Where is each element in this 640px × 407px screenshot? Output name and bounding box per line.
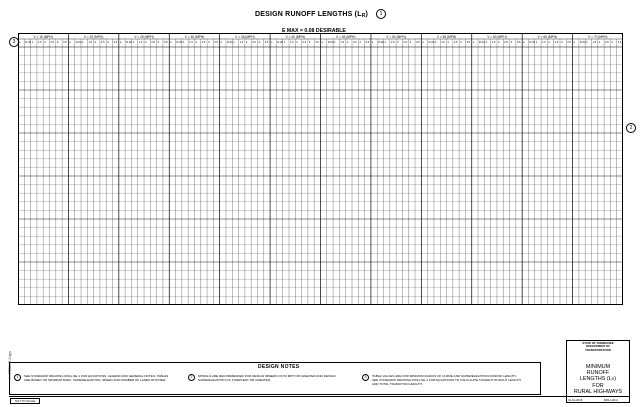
column-header: 1	[434, 41, 437, 44]
state-line-2: DEPARTMENT OF TRANSPORTATION	[585, 344, 611, 352]
column-header: 1.5	[340, 41, 345, 44]
row-callout: 3	[9, 37, 19, 47]
column-header: e	[220, 41, 223, 44]
column-header: 3.5	[163, 41, 168, 44]
speed-section-header: V = 50 (MPH)	[386, 35, 406, 39]
column-header: 1	[586, 41, 588, 44]
drawing-title-2: RUNOFF	[586, 370, 610, 377]
column-header: 3.5	[567, 41, 571, 44]
column-header: 1	[384, 41, 386, 44]
drawing-number: RD11-LR-2	[604, 398, 618, 402]
column-header: 2.5	[504, 41, 508, 44]
column-header: 1.5	[37, 41, 42, 44]
title-main: DESIGN RUNOFF LENGTHS (L	[255, 11, 362, 18]
column-header: 3.5	[416, 41, 420, 44]
title-sub: R	[361, 13, 366, 19]
column-header: 3	[409, 41, 412, 44]
column-header: 1.5	[390, 41, 395, 44]
column-header: 2	[245, 41, 248, 44]
column-header: e	[119, 41, 122, 44]
drawing-title	[568, 364, 628, 395]
column-header: 2.5	[605, 41, 609, 44]
speed-section-header: V = 35 (MPH)	[235, 35, 255, 39]
column-header: 2	[548, 41, 550, 44]
column-header: 2	[195, 41, 197, 44]
column-header: 2.5	[302, 41, 307, 44]
sheet-title	[255, 9, 386, 19]
runoff-table-grid	[18, 33, 623, 305]
column-header: 2.5	[201, 41, 206, 44]
note-text: SEE STANDARD DRAWING RD11-SE-1 FOR EQUATIONS, LEGEND AND GENERAL NOTES. TABLES ARE BASED ON MINIMUM RADII, SUPERELEVATION, SPEED AND NUMBER OF LANES ROTATED.	[24, 374, 169, 383]
speed-section-header: V = 30 (MPH)	[184, 35, 205, 39]
file-path: r:\...\RD11-LR-2.dgn	[8, 351, 12, 380]
column-header: 1	[535, 41, 538, 44]
column-header: 1.5	[491, 41, 496, 44]
note-number: 3	[362, 374, 369, 381]
title-callout: 1	[376, 9, 386, 19]
column-header: 2	[598, 41, 601, 44]
column-header: e	[371, 41, 374, 44]
scale-label: NOT TO SCALE	[10, 398, 40, 404]
column-header: 1.5	[289, 41, 294, 44]
column-header: 3	[460, 41, 462, 44]
column-header: 1	[233, 41, 235, 44]
column-header: 2.5	[453, 41, 458, 44]
column-header: R (ft)	[25, 41, 32, 44]
column-header: 2	[447, 41, 449, 44]
column-header: e	[422, 41, 424, 44]
column-header: 1	[334, 41, 336, 44]
column-header: R (ft)	[126, 41, 132, 44]
column-header: 2	[397, 41, 399, 44]
column-header: 2.5	[554, 41, 559, 44]
column-header: 2	[44, 41, 46, 44]
column-header: 2.5	[100, 41, 105, 44]
note-number: 1	[14, 374, 21, 381]
column-header: 3	[208, 41, 210, 44]
column-header: 2.5	[353, 41, 357, 44]
edge-callout: 2	[626, 123, 636, 133]
column-header: 1	[82, 41, 84, 44]
column-header: R (ft)	[277, 41, 284, 44]
column-header: 3	[258, 41, 260, 44]
column-header: 1	[31, 41, 34, 44]
column-header: 2.5	[403, 41, 408, 44]
design-note-1	[14, 374, 179, 382]
column-header: 3	[157, 41, 160, 44]
speed-section-header: V = 70 (MPH)	[588, 35, 608, 39]
column-header: e	[69, 41, 71, 44]
column-header: e	[19, 41, 21, 44]
column-header: 3.5	[617, 41, 622, 44]
design-note-2	[188, 374, 353, 382]
state-line-1: STATE OF TENNESSEE	[582, 341, 614, 345]
column-header: 3.5	[113, 41, 118, 44]
column-header: 1.5	[138, 41, 143, 44]
column-header: 2	[346, 41, 349, 44]
column-header: 3.5	[516, 41, 521, 44]
column-header: 1	[283, 41, 286, 44]
column-header: e	[472, 41, 475, 44]
column-header: e	[321, 41, 323, 44]
column-header: R (ft)	[579, 41, 586, 44]
drawing-title-5: RURAL HIGHWAYS	[573, 388, 623, 395]
speed-section-header: V = 15 (MPH)	[33, 35, 53, 39]
title-close: )	[365, 11, 369, 18]
column-header: R (ft)	[176, 41, 183, 44]
column-header: R (ft)	[327, 41, 334, 44]
column-header: 2	[497, 41, 500, 44]
column-header: 3	[510, 41, 513, 44]
file-path-side-text	[1, 160, 12, 380]
drawing-title-3-sub: R	[611, 377, 615, 382]
column-header: R (ft)	[226, 41, 233, 44]
note-text: SPIRALS ARE RECOMMENDED FOR DESIGN SPEEDS OF 50 MPH OR GREATER AND DESIGN SUPERELEVATION OF 3 PERCENT OR GREATER.	[198, 374, 336, 383]
speed-section-header: V = 25 (MPH)	[134, 35, 154, 39]
column-header: e	[170, 41, 172, 44]
bottom-border	[9, 396, 629, 397]
column-header: 2	[94, 41, 97, 44]
column-header: 1.5	[542, 41, 546, 44]
column-header: 2.5	[252, 41, 256, 44]
column-header: 3	[308, 41, 311, 44]
column-header: R (ft)	[479, 41, 485, 44]
speed-section-header: V = 65 (MPH)	[537, 35, 558, 39]
column-header: 3.5	[315, 41, 319, 44]
column-header: 1.5	[592, 41, 597, 44]
column-header: R (ft)	[378, 41, 384, 44]
column-header: e	[523, 41, 525, 44]
column-header: 1	[182, 41, 185, 44]
speed-section-header: V = 60 (MPH)	[487, 35, 507, 39]
emax-label: E MAX = 0.08 DESIRABLE	[282, 28, 346, 34]
column-header: 2.5	[50, 41, 55, 44]
column-header: e	[573, 41, 576, 44]
column-header: e	[271, 41, 273, 44]
column-header: 2.5	[151, 41, 155, 44]
agency-name	[577, 342, 619, 352]
speed-section-header: V = 55 (MPH)	[436, 35, 457, 39]
column-header: 3.5	[214, 41, 218, 44]
column-header: 3.5	[365, 41, 370, 44]
column-header: 2	[145, 41, 147, 44]
drawing-date: 01-01-2019	[568, 398, 583, 402]
column-header: 1.5	[239, 41, 244, 44]
note-text: TABLE VALUES ARE FOR MINIMUM RADIUS OF CURVE AND SUPERELEVATION RUNOFF LENGTH. SEE STANDARD DRAWING RD11-SE-1 FOR EQUATIONS TO CALCULATE TANGENT RUNOUT LENGTH AND TOTAL TRANSITION LENGTH.	[372, 374, 521, 387]
column-header: 1.5	[441, 41, 445, 44]
column-header: 1	[485, 41, 487, 44]
column-header: 1	[132, 41, 134, 44]
column-header: 3.5	[63, 41, 67, 44]
speed-section-header: V = 40 (MPH)	[285, 35, 305, 39]
speed-section-header: V = 20 (MPH)	[83, 35, 104, 39]
column-header: 3	[56, 41, 59, 44]
column-header: 3	[107, 41, 109, 44]
design-note-3	[362, 374, 527, 387]
drawing-title-3-main: LENGTHS (L	[579, 376, 612, 383]
column-header: 3	[611, 41, 613, 44]
column-header: R (ft)	[428, 41, 435, 44]
column-header: R (ft)	[75, 41, 82, 44]
note-number: 2	[188, 374, 195, 381]
column-header: 1.5	[189, 41, 193, 44]
column-header: 3.5	[466, 41, 471, 44]
drawing-title-4: FOR	[592, 382, 604, 389]
design-notes-title: DESIGN NOTES	[258, 364, 300, 370]
speed-section-header: V = 45 (MPH)	[336, 35, 356, 39]
column-header: 3	[560, 41, 563, 44]
drawing-title-1: MINIMUM	[585, 364, 611, 370]
column-header: 1.5	[88, 41, 92, 44]
drawing-title-3-close: )	[614, 376, 617, 383]
column-header: 2	[296, 41, 298, 44]
column-header: 3.5	[264, 41, 269, 44]
column-header: R (ft)	[529, 41, 536, 44]
column-header: 3	[359, 41, 361, 44]
